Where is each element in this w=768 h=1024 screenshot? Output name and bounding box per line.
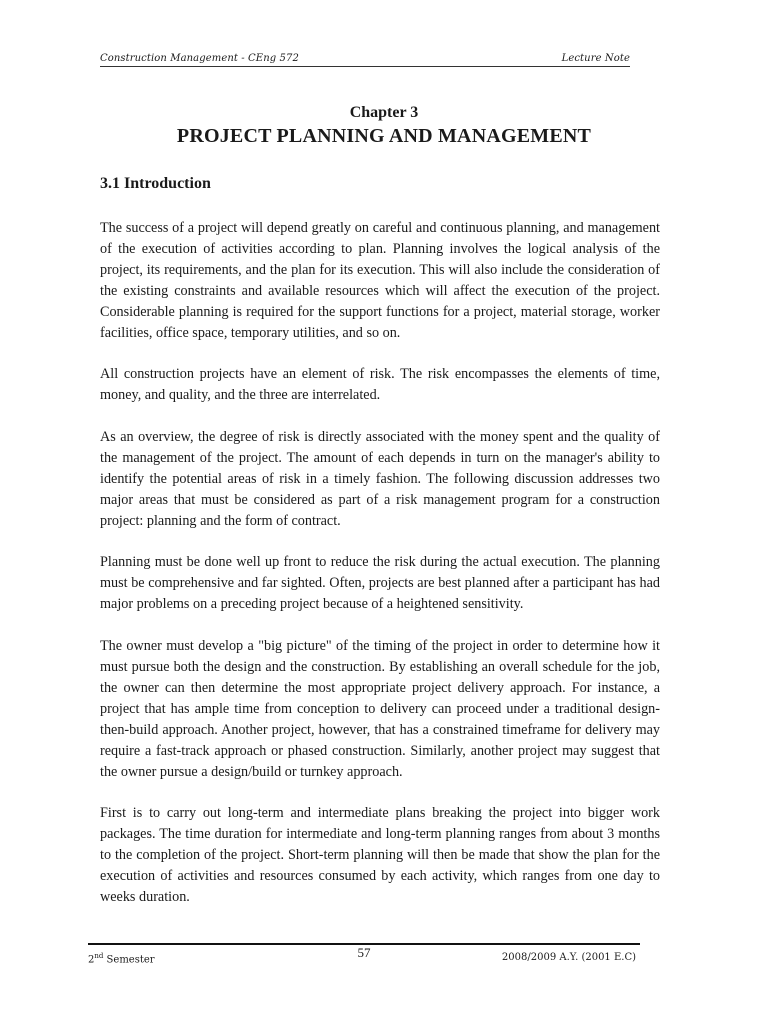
lecture-note-label: Lecture Note	[561, 53, 630, 64]
page-header	[100, 44, 630, 67]
chapter-number: Chapter 3	[349, 104, 419, 121]
paragraph-6: First is to carry out long-term and intermediate plans breaking the project into bigger work packages. The time duration for intermediate and long-term planning ranges from about 3 months to the completion of the project. Short-term planning will then be made that show the plan for the execution of activities and resources consumed by each activity, which ranges from one day to weeks duration.	[100, 805, 660, 905]
course-title: Construction Management - CEng 572	[100, 53, 299, 64]
semester-suffix: nd	[94, 952, 104, 960]
semester-text: Semester	[103, 954, 155, 966]
paragraph-2: All construction projects have an element of risk. The risk encompasses the elements of time, money, and quality, and the three are interrelated.	[100, 366, 660, 404]
paragraph-5: The owner must develop a "big picture" of the timing of the project in order to determine how it must pursue both the design and the construction. By establishing an overall schedule for the job, the owner can then determine the most appropriate project delivery approach. For instance, a project that has ample time from conception to delivery can proceed under a traditional design-then-build approach. Another project, however, that has a constrained timeframe for delivery may require a fast-track approach or phased construction. Similarly, another project may suggest that the owner pursue a design/build or turnkey approach.	[100, 638, 660, 780]
page-footer	[88, 944, 640, 966]
page-number: 57	[357, 945, 371, 960]
paragraph-4: Planning must be done well up front to reduce the risk during the actual execution. The planning must be comprehensive and far sighted. Often, projects are best planned after a participant has had major problems on a preceding project because of a heightened sensitivity.	[100, 554, 660, 613]
academic-year: 2008/2009 A.Y. (2001 E.C)	[501, 952, 636, 963]
paragraph-1: The success of a project will depend greatly on careful and continuous planning, and management of the execution of activities according to plan. Planning involves the logical analysis of the project, its requirements, and the plan for its execution. This will also include the consideration of the existing constraints and available resources which will affect the execution of the project. Considerable planning is required for the support functions for a project, material storage, worker facilities, office space, temporary utilities, and so on.	[100, 220, 660, 341]
section-heading: 3.1 Introduction	[100, 175, 211, 192]
paragraph-3: As an overview, the degree of risk is directly associated with the money spent and the quality of the management of the project. The amount of each depends in turn on the manager's ability to identify the potential areas of risk in a timely fashion. The following discussion addresses two major areas that must be considered as part of a risk management program for a construction project: planning and the form of contract.	[100, 429, 660, 529]
chapter-title: PROJECT PLANNING AND MANAGEMENT	[176, 125, 592, 147]
body-text	[100, 218, 660, 929]
semester-number: 2	[88, 954, 95, 966]
